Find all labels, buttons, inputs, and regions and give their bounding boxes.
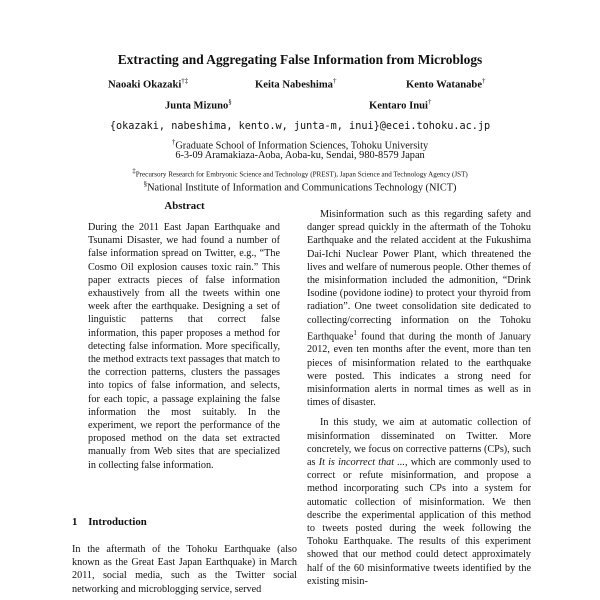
footnote-mark: 1 bbox=[353, 328, 357, 337]
author-name: Keita Nabeshima bbox=[255, 79, 333, 91]
author-watanabe bbox=[406, 77, 486, 91]
author-okazaki bbox=[108, 77, 188, 91]
section-title: Introduction bbox=[88, 516, 147, 528]
affiliation-mark: ‡ bbox=[132, 167, 136, 175]
affiliation-tohoku-line1: Graduate School of Information Sciences, Tohoku University bbox=[175, 140, 429, 152]
author-emails: {okazaki, nabeshima, kento.w, junta-m, inui}@ecei.tohoku.ac.jp bbox=[109, 121, 491, 132]
introduction-body bbox=[72, 543, 297, 596]
author-marks: † bbox=[332, 77, 337, 85]
author-inui bbox=[369, 98, 431, 112]
section-heading bbox=[72, 516, 147, 528]
author-nabeshima bbox=[255, 77, 336, 91]
author-mizuno bbox=[165, 98, 232, 112]
paragraph-text: found that during the month of January 2012, even ten months after the event, more than ten pieces of misinformation related to the earthquake were posted. This indicates a strong need for misinformation alerts in normal times as well as in times of disaster. bbox=[307, 331, 531, 409]
author-marks: † bbox=[482, 77, 486, 85]
author-name: Kento Watanabe bbox=[406, 79, 483, 91]
author-name: Kentaro Inui bbox=[369, 100, 428, 112]
affiliation-presto-text: Precursory Research for Embryonic Science and Technology (PREST), Japan Science and Technology Agency (JST) bbox=[135, 170, 468, 179]
intro-paragraph: In the aftermath of the Tohoku Earthquake (also known as the Great East Japan Earthquake) in March 2011, social media, such as the Twitter social networking and microblogging service, served bbox=[72, 544, 297, 595]
paragraph-text: Misinformation such as this regarding safety and danger spread quickly in the aftermath of the Tohoku Earthquake and the related accident at the Fukushima Dai-Ichi Nuclear Power Plant, which threatened the lives and welfare of numerous people. Other themes of the misinformation included the admonition, “Drink Isodine (povidone iodine) to protect your thyroid from radiation”. One tweet consolidation site dedicated to collecting/correcting information on the Tohoku Earthquake bbox=[307, 209, 531, 343]
author-marks: † bbox=[427, 98, 432, 106]
author-marks: †‡ bbox=[181, 77, 189, 85]
author-name: Junta Mizuno bbox=[165, 100, 229, 112]
author-marks: § bbox=[228, 98, 232, 106]
paragraph-text: In this study, we aim at automatic collection of misinformation disseminated on Twitter. More concretely, we focus on corrective patterns (CPs), such as bbox=[307, 417, 531, 469]
affiliation-mark: § bbox=[143, 180, 148, 188]
section-number: 1 bbox=[72, 516, 78, 528]
affiliation-nict bbox=[0, 178, 600, 194]
abstract-text: During the 2011 East Japan Earthquake and Tsunami Disaster, we had found a number of false information spread on Twitter, e.g., “The Cosmo Oil explosion causes toxic rain.” This paper extracts pieces of false information exhaustively from all the tweets within one week after the earthquake. Designing a set of linguistic patterns that correct false information, this paper proposes a method for detecting false information. More specifically, the method extracts text passages that match to the correction patterns, clusters the passages into topics of false information, and selects, for each topic, a passage explaining the false information the most suitably. In the experiment, we report the performance of the proposed method on the data set extracted manually from Web sites that are specialized in collecting false information. bbox=[88, 222, 280, 471]
affiliation-nict-text: National Institute of Information and Communications Technology (NICT) bbox=[147, 182, 457, 194]
corrective-pattern-example: It is incorrect that ... bbox=[318, 457, 405, 469]
paragraph-misinformation bbox=[307, 208, 531, 409]
author-name: Naoaki Okazaki bbox=[108, 79, 182, 91]
abstract-heading: Abstract bbox=[164, 200, 205, 212]
right-column bbox=[307, 208, 531, 588]
affiliation-tohoku-address: 6-3-09 Aramakiaza-Aoba, Aoba-ku, Sendai, 980-8579 Japan bbox=[175, 150, 425, 161]
affiliation-mark: † bbox=[171, 138, 176, 146]
paragraph-text: , which are commonly used to correct or refute misinformation, and propose a method incorporating such CPs into a system for automatic collection of misinformation. We then describe the experimental application of this method to tweets posted during the week following the Tohoku Earthquake. The results of this experiment showed that our method could detect approximately half of the 60 misinformative tweets identified by the existing misin- bbox=[307, 457, 531, 587]
paper-title: Extracting and Aggregating False Information from Microblogs bbox=[117, 52, 483, 67]
abstract-body bbox=[88, 221, 280, 472]
paragraph-study-aim bbox=[307, 416, 531, 588]
